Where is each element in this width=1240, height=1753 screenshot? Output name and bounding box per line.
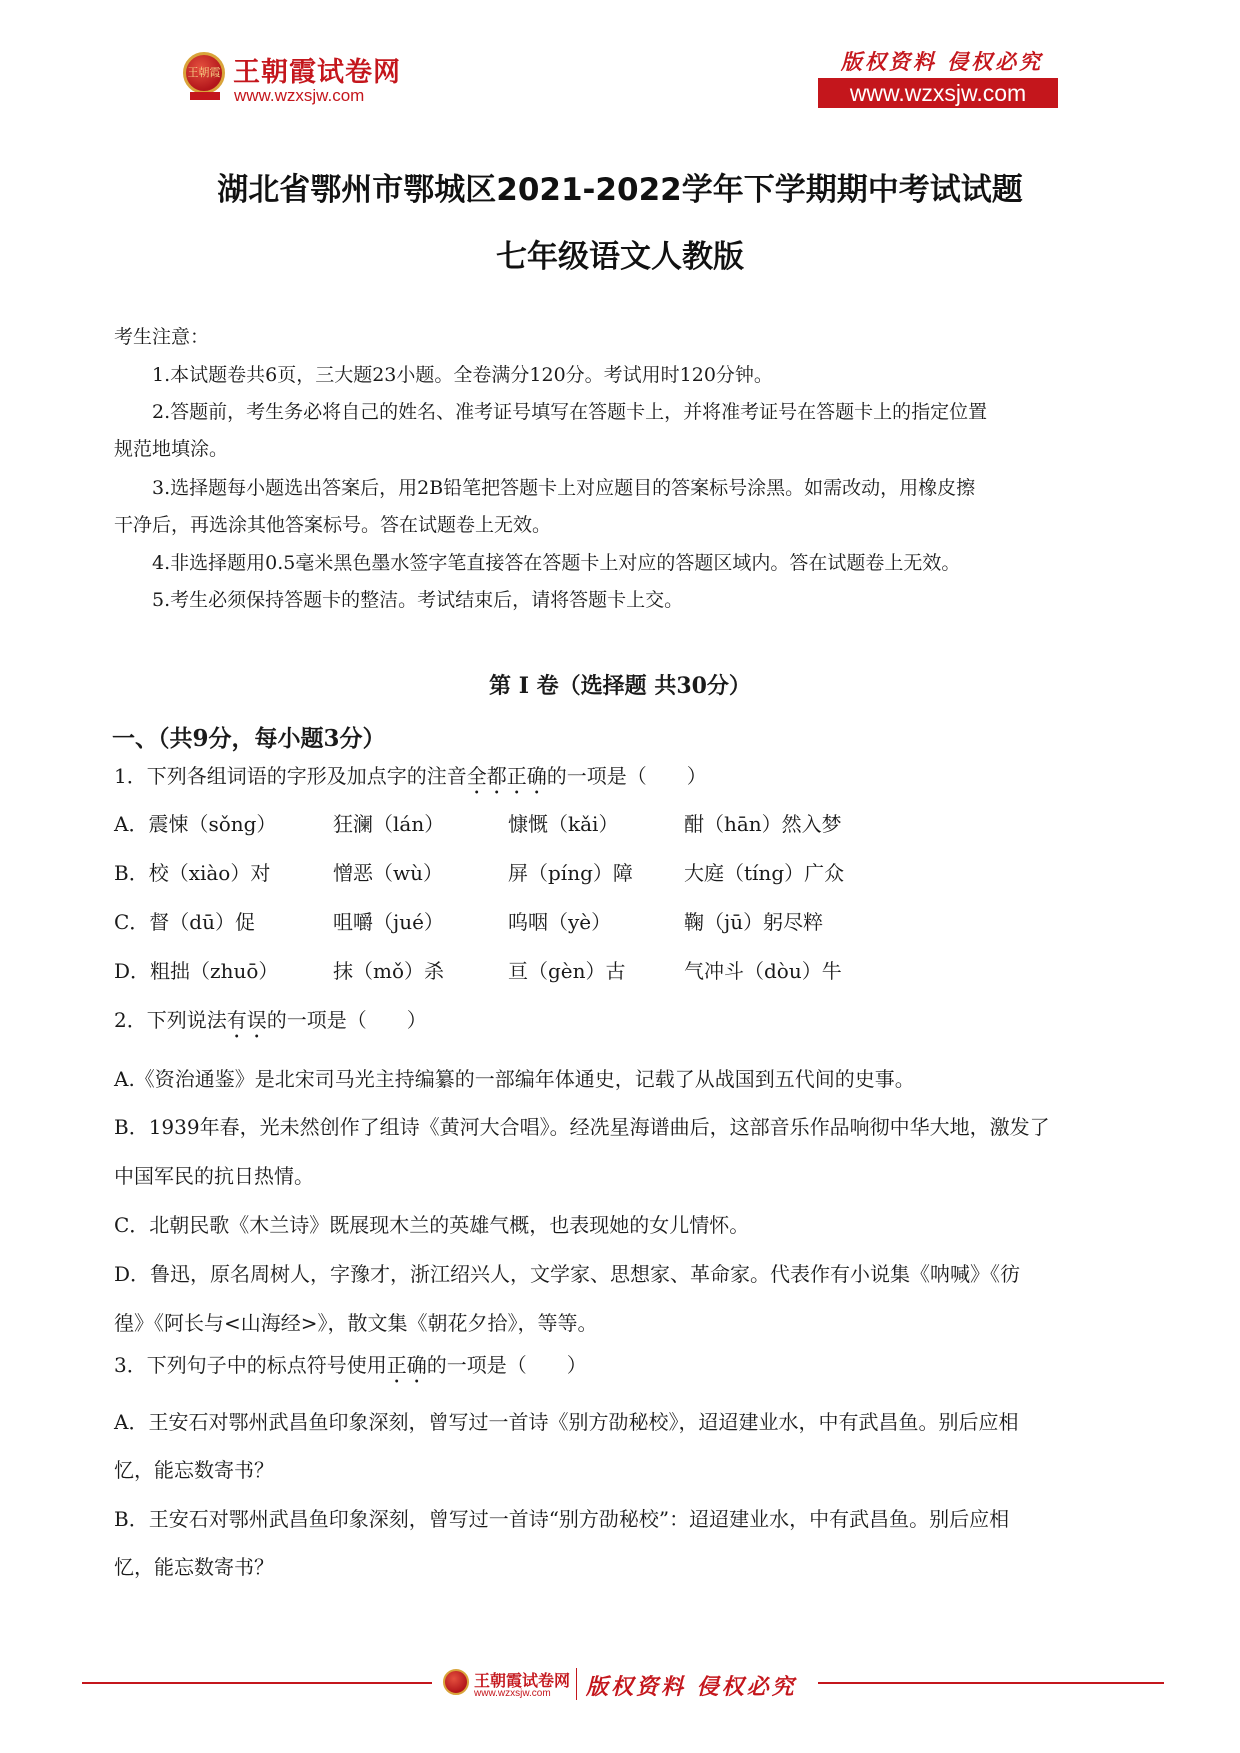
notice-heading: 考生注意： [114, 326, 210, 348]
question-2-line: 中国军民的抗日热情。 [114, 1164, 314, 1188]
question-2-line: B．1939年春，光未然创作了组诗《黄河大合唱》。经冼星海谱曲后，这部音乐作品响彻中华大地，激发了 [114, 1115, 1050, 1139]
option-c-1: C．督（dū）促 [114, 910, 255, 934]
option-c-3: 呜咽（yè） [508, 910, 612, 934]
notice-item: 3.选择题每小题选出答案后，用2B铅笔把答题卡上对应题目的答案标号涂黑。如需改动，用橡皮擦 [152, 477, 976, 499]
notice-item: 规范地填涂。 [114, 438, 229, 460]
notice-item: 干净后，再选涂其他答案标号。答在试题卷上无效。 [114, 514, 552, 536]
page-subtitle: 七年级语文人教版 [496, 239, 744, 275]
question-1-stem: 1．下列各组词语的字形及加点字的注音全都正确的一项是（ ） [114, 764, 707, 788]
footer-rule-left [82, 1682, 432, 1684]
question-3-stem: 3．下列句子中的标点符号使用正确的一项是（ ） [114, 1353, 587, 1377]
question-3-line: B．王安石对鄂州武昌鱼印象深刻，曾写过一首诗“别方劭秘校”：迢迢建业水，中有武昌鱼。别后应相 [114, 1507, 1010, 1531]
part-heading: 一、（共9分，每小题3分） [112, 725, 386, 752]
logo-seal-icon: 王朝霞 [183, 52, 225, 94]
option-d-4: 气冲斗（dòu）牛 [684, 959, 842, 983]
notice-item: 5.考生必须保持答题卡的整洁。考试结束后，请将答题卡上交。 [152, 589, 684, 611]
option-b-3: 屏（píng）障 [508, 861, 633, 885]
notice-item: 1.本试题卷共6页，三大题23小题。全卷满分120分。考试用时120分钟。 [152, 364, 773, 386]
option-a-3: 慷慨（kǎi） [508, 812, 619, 836]
question-3-line: 忆，能忘数寄书？ [114, 1458, 274, 1482]
option-d-1: D．粗拙（zhuō） [114, 959, 279, 983]
option-c-4: 鞠（jū）躬尽粹 [684, 910, 824, 934]
question-2-line: D．鲁迅，原名周树人，字豫才，浙江绍兴人，文学家、思想家、革命家。代表作有小说集《呐喊》《彷 [114, 1262, 1021, 1286]
footer-divider [576, 1668, 577, 1700]
notice-item: 2.答题前，考生务必将自己的姓名、准考证号填写在答题卡上，并将准考证号在答题卡上的指定位置 [152, 401, 988, 423]
footer-logo-seal-icon [443, 1669, 469, 1695]
site-logo-url[interactable]: www.wzxsjw.com [234, 86, 365, 105]
option-d-3: 亘（gèn）古 [508, 959, 626, 983]
question-3-line: 忆，能忘数寄书？ [114, 1555, 274, 1579]
notice-item: 4.非选择题用0.5毫米黑色墨水签字笔直接答在答题卡上对应的答题区域内。答在试题卷上无效。 [152, 552, 961, 574]
option-a-4: 酣（hān）然入梦 [684, 812, 842, 836]
question-2-line: A.《资治通鉴》是北宋司马光主持编纂的一部编年体通史，记载了从战国到五代间的史事。 [114, 1067, 915, 1091]
copyright-slogan: 版权资料 侵权必究 [840, 49, 1044, 74]
option-d-2: 抹（mǒ）杀 [333, 959, 445, 983]
footer-slogan: 版权资料 侵权必究 [586, 1674, 797, 1700]
page-title: 湖北省鄂州市鄂城区2021-2022学年下学期期中考试试题 [217, 172, 1023, 208]
option-b-4: 大庭（tíng）广众 [684, 861, 845, 885]
site-logo-name: 王朝霞试卷网 [233, 57, 401, 88]
option-b-1: B．校（xiào）对 [114, 861, 271, 885]
option-b-2: 憎恶（wù） [333, 861, 443, 885]
question-2-line: 徨》《阿长与<山海经>》，散文集《朝花夕拾》，等等。 [114, 1311, 598, 1335]
question-2-line: C．北朝民歌《木兰诗》既展现木兰的英雄气概，也表现她的女儿情怀。 [114, 1213, 750, 1237]
question-3-line: A．王安石对鄂州武昌鱼印象深刻，曾写过一首诗《别方劭秘校》，迢迢建业水，中有武昌鱼。别后应相 [114, 1410, 1019, 1434]
question-2-stem: 2．下列说法有误的一项是（ ） [114, 1008, 427, 1032]
footer-logo-url[interactable]: www.wzxsjw.com [474, 1688, 551, 1699]
footer-logo-name: 王朝霞试卷网 [474, 1671, 571, 1690]
option-a-1: A．震悚（sǒng） [114, 812, 277, 836]
site-url-banner[interactable]: www.wzxsjw.com [818, 78, 1058, 108]
option-a-2: 狂澜（lán） [333, 812, 445, 836]
section-heading: 第 I 卷（选择题 共30分） [489, 673, 751, 699]
footer-rule-right [818, 1682, 1164, 1684]
option-c-2: 咀嚼（jué） [333, 910, 444, 934]
logo-ribbon [190, 92, 220, 100]
